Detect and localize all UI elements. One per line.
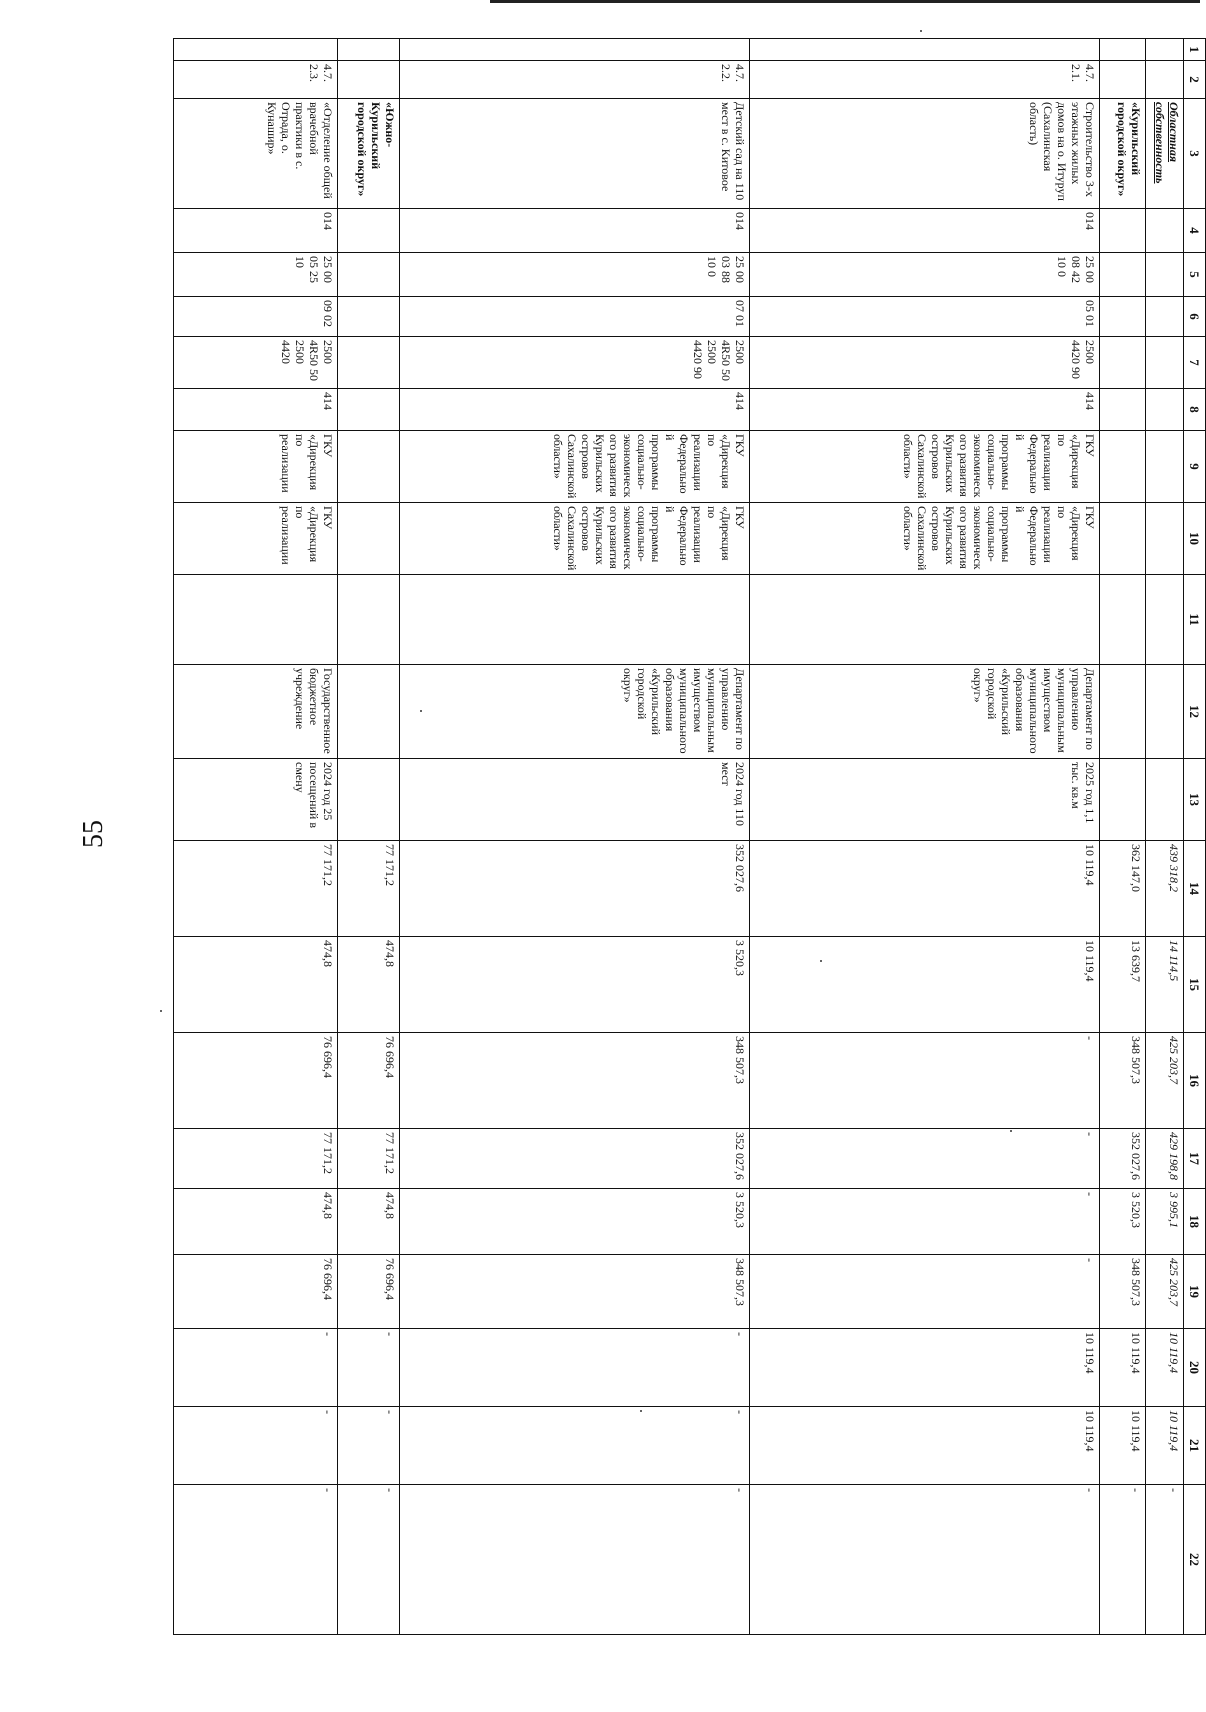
- cell-c14: 77 171,2: [174, 841, 338, 937]
- cell-c2: 4.7. 2.2.: [400, 61, 750, 99]
- column-number-row: [1184, 39, 1206, 1635]
- cell-c9: [1146, 431, 1184, 503]
- col-header-13: 13: [1184, 759, 1206, 841]
- cell-c10: ГКУ «Дирекция по реализации Федеральной программы социально-экономического развития Курильских островов Сахалинской области»: [400, 503, 750, 575]
- cell-c22: -: [1100, 1485, 1146, 1635]
- cell-c1: [174, 39, 338, 61]
- cell-c22: -: [750, 1485, 1100, 1635]
- cell-c16: 76 696,4: [338, 1033, 400, 1129]
- cell-c12: Департамент по управлению муниципальным имуществом муниципального образования «Курильский городской округ»: [750, 665, 1100, 759]
- cell-c8: 414: [174, 389, 338, 431]
- cell-c18: 474,8: [338, 1189, 400, 1255]
- cell-c17: 352 027,6: [1100, 1129, 1146, 1189]
- cell-c3: «Отделение общей врачебной практики в с. Отрада, о. Кунашир»: [174, 99, 338, 209]
- cell-c4: [1100, 209, 1146, 253]
- scan-speck: [420, 710, 422, 712]
- cell-c3: «Южно-Курильский городской округ»: [338, 99, 400, 209]
- cell-c19: 425 203,7: [1146, 1255, 1184, 1329]
- cell-c1: [1146, 39, 1184, 61]
- cell-c5: 25 00 03 88 10 0: [400, 253, 750, 297]
- cell-c6: [1100, 297, 1146, 337]
- cell-c20: 10 119,4: [750, 1329, 1100, 1407]
- cell-c17: 429 198,8: [1146, 1129, 1184, 1189]
- col-header-11: 11: [1184, 575, 1206, 665]
- cell-c18: 3 520,3: [1100, 1189, 1146, 1255]
- cell-c11: [400, 575, 750, 665]
- cell-c13: 2025 год 1,1 тыс. кв.м: [750, 759, 1100, 841]
- cell-c5: 25 00 05 25 10: [174, 253, 338, 297]
- program-table: [173, 38, 1206, 1635]
- cell-c14: 77 171,2: [338, 841, 400, 937]
- cell-c22: -: [338, 1485, 400, 1635]
- table-row: [1100, 39, 1146, 1635]
- cell-c19: 348 507,3: [400, 1255, 750, 1329]
- col-header-1: 1: [1184, 39, 1206, 61]
- col-header-18: 18: [1184, 1189, 1206, 1255]
- cell-c21: 10 119,4: [1100, 1407, 1146, 1485]
- col-header-19: 19: [1184, 1255, 1206, 1329]
- col-header-16: 16: [1184, 1033, 1206, 1129]
- cell-c1: [400, 39, 750, 61]
- col-header-14: 14: [1184, 841, 1206, 937]
- cell-c3: Областная собственность: [1146, 99, 1184, 209]
- cell-c14: 439 318,2: [1146, 841, 1184, 937]
- cell-c13: [338, 759, 400, 841]
- cell-c4: [338, 209, 400, 253]
- scan-speck: [1010, 1130, 1012, 1132]
- cell-c6: 07 01: [400, 297, 750, 337]
- cell-c22: -: [400, 1485, 750, 1635]
- cell-c19: 348 507,3: [1100, 1255, 1146, 1329]
- cell-c10: ГКУ «Дирекция по реализации: [174, 503, 338, 575]
- col-header-10: 10: [1184, 503, 1206, 575]
- cell-c10: ГКУ «Дирекция по реализации Федеральной программы социально-экономического развития Курильских островов Сахалинской области»: [750, 503, 1100, 575]
- rotated-table-wrapper: [174, 38, 1206, 1634]
- cell-c7: 2500 4R50 50 2500 4420 90: [400, 337, 750, 389]
- cell-c18: 3 520,3: [400, 1189, 750, 1255]
- cell-c8: [1146, 389, 1184, 431]
- cell-c17: 352 027,6: [400, 1129, 750, 1189]
- cell-c12: Государственное бюджетное учреждение: [174, 665, 338, 759]
- cell-c7: 2500 4R50 50 2500 4420: [174, 337, 338, 389]
- cell-c16: 76 696,4: [174, 1033, 338, 1129]
- cell-c7: [338, 337, 400, 389]
- cell-c22: -: [1146, 1485, 1184, 1635]
- cell-c2: 4.7. 2.1.: [750, 61, 1100, 99]
- cell-c5: [1100, 253, 1146, 297]
- cell-c18: -: [750, 1189, 1100, 1255]
- col-header-8: 8: [1184, 389, 1206, 431]
- scan-speck: [820, 960, 822, 962]
- cell-c2: [1146, 61, 1184, 99]
- cell-c8: [338, 389, 400, 431]
- cell-c10: [1100, 503, 1146, 575]
- cell-c21: -: [338, 1407, 400, 1485]
- cell-c4: 014: [750, 209, 1100, 253]
- cell-c17: 77 171,2: [174, 1129, 338, 1189]
- cell-c16: 348 507,3: [400, 1033, 750, 1129]
- cell-c12: [338, 665, 400, 759]
- cell-c8: [1100, 389, 1146, 431]
- cell-c17: 77 171,2: [338, 1129, 400, 1189]
- cell-c20: 10 119,4: [1146, 1329, 1184, 1407]
- col-header-22: 22: [1184, 1485, 1206, 1635]
- cell-c16: 348 507,3: [1100, 1033, 1146, 1129]
- cell-c5: [338, 253, 400, 297]
- col-header-4: 4: [1184, 209, 1206, 253]
- table-row: [400, 39, 750, 1635]
- page-number: 55: [78, 820, 109, 848]
- scan-speck: [640, 1410, 642, 1412]
- cell-c3: Строительство 3-х этажных жилых домов на о. Итуруп (Сахалинская область): [750, 99, 1100, 209]
- cell-c11: [174, 575, 338, 665]
- cell-c21: -: [174, 1407, 338, 1485]
- col-header-9: 9: [1184, 431, 1206, 503]
- cell-c21: 10 119,4: [1146, 1407, 1184, 1485]
- cell-c2: [338, 61, 400, 99]
- cell-c2: [1100, 61, 1146, 99]
- cell-c20: -: [174, 1329, 338, 1407]
- col-header-17: 17: [1184, 1129, 1206, 1189]
- cell-c5: 25 00 08 42 10 0: [750, 253, 1100, 297]
- cell-c15: 10 119,4: [750, 937, 1100, 1033]
- col-header-21: 21: [1184, 1407, 1206, 1485]
- cell-c9: [1100, 431, 1146, 503]
- cell-c4: 014: [400, 209, 750, 253]
- cell-c8: 414: [400, 389, 750, 431]
- cell-c4: [1146, 209, 1184, 253]
- cell-c19: 76 696,4: [174, 1255, 338, 1329]
- cell-c15: 474,8: [174, 937, 338, 1033]
- scan-speck: [920, 30, 922, 32]
- cell-c18: 3 995,1: [1146, 1189, 1184, 1255]
- cell-c12: Департамент по управлению муниципальным имуществом муниципального образования «Курильский городской округ»: [400, 665, 750, 759]
- cell-c4: 014: [174, 209, 338, 253]
- cell-c7: [1146, 337, 1184, 389]
- cell-c18: 474,8: [174, 1189, 338, 1255]
- cell-c9: ГКУ «Дирекция по реализации: [174, 431, 338, 503]
- col-header-12: 12: [1184, 665, 1206, 759]
- cell-c6: 09 02: [174, 297, 338, 337]
- cell-c6: [1146, 297, 1184, 337]
- cell-c1: [338, 39, 400, 61]
- cell-c9: [338, 431, 400, 503]
- cell-c7: 2500 4420 90: [750, 337, 1100, 389]
- cell-c14: 362 147,0: [1100, 841, 1146, 937]
- cell-c16: 425 203,7: [1146, 1033, 1184, 1129]
- cell-c1: [750, 39, 1100, 61]
- table-row: [174, 39, 338, 1635]
- cell-c3: Детский сад на 110 мест в с. Китовое: [400, 99, 750, 209]
- cell-c20: 10 119,4: [1100, 1329, 1146, 1407]
- col-header-5: 5: [1184, 253, 1206, 297]
- cell-c11: [1100, 575, 1146, 665]
- col-header-7: 7: [1184, 337, 1206, 389]
- scan-edge-line: [490, 0, 1200, 3]
- cell-c22: -: [174, 1485, 338, 1635]
- cell-c8: 414: [750, 389, 1100, 431]
- cell-c2: 4.7. 2.3.: [174, 61, 338, 99]
- cell-c21: 10 119,4: [750, 1407, 1100, 1485]
- table-row: [338, 39, 400, 1635]
- cell-c10: [338, 503, 400, 575]
- cell-c14: 352 027,6: [400, 841, 750, 937]
- cell-c1: [1100, 39, 1146, 61]
- cell-c13: [1146, 759, 1184, 841]
- cell-c20: -: [338, 1329, 400, 1407]
- col-header-20: 20: [1184, 1329, 1206, 1407]
- table-row: [750, 39, 1100, 1635]
- cell-c15: 474,8: [338, 937, 400, 1033]
- cell-c11: [338, 575, 400, 665]
- cell-c15: 3 520,3: [400, 937, 750, 1033]
- cell-c12: [1146, 665, 1184, 759]
- cell-c20: -: [400, 1329, 750, 1407]
- cell-c6: 05 01: [750, 297, 1100, 337]
- cell-c15: 13 639,7: [1100, 937, 1146, 1033]
- cell-c7: [1100, 337, 1146, 389]
- table-row: [1146, 39, 1184, 1635]
- col-header-2: 2: [1184, 61, 1206, 99]
- cell-c15: 14 114,5: [1146, 937, 1184, 1033]
- cell-c5: [1146, 253, 1184, 297]
- cell-c19: 76 696,4: [338, 1255, 400, 1329]
- col-header-3: 3: [1184, 99, 1206, 209]
- col-header-15: 15: [1184, 937, 1206, 1033]
- col-header-6: 6: [1184, 297, 1206, 337]
- cell-c16: -: [750, 1033, 1100, 1129]
- cell-c11: [750, 575, 1100, 665]
- cell-c11: [1146, 575, 1184, 665]
- cell-c14: 10 119,4: [750, 841, 1100, 937]
- scan-speck: [160, 1010, 162, 1012]
- cell-c3: «Курильский городской округ»: [1100, 99, 1146, 209]
- cell-c6: [338, 297, 400, 337]
- cell-c10: [1146, 503, 1184, 575]
- cell-c19: -: [750, 1255, 1100, 1329]
- cell-c21: -: [400, 1407, 750, 1485]
- cell-c13: 2024 год 25 посещений в смену: [174, 759, 338, 841]
- cell-c17: -: [750, 1129, 1100, 1189]
- cell-c13: [1100, 759, 1146, 841]
- cell-c9: ГКУ «Дирекция по реализации Федеральной программы социально-экономического развития Курильских островов Сахалинской области»: [750, 431, 1100, 503]
- cell-c9: ГКУ «Дирекция по реализации Федеральной программы социально-экономического развития Курильских островов Сахалинской области»: [400, 431, 750, 503]
- cell-c12: [1100, 665, 1146, 759]
- cell-c13: 2024 год 110 мест: [400, 759, 750, 841]
